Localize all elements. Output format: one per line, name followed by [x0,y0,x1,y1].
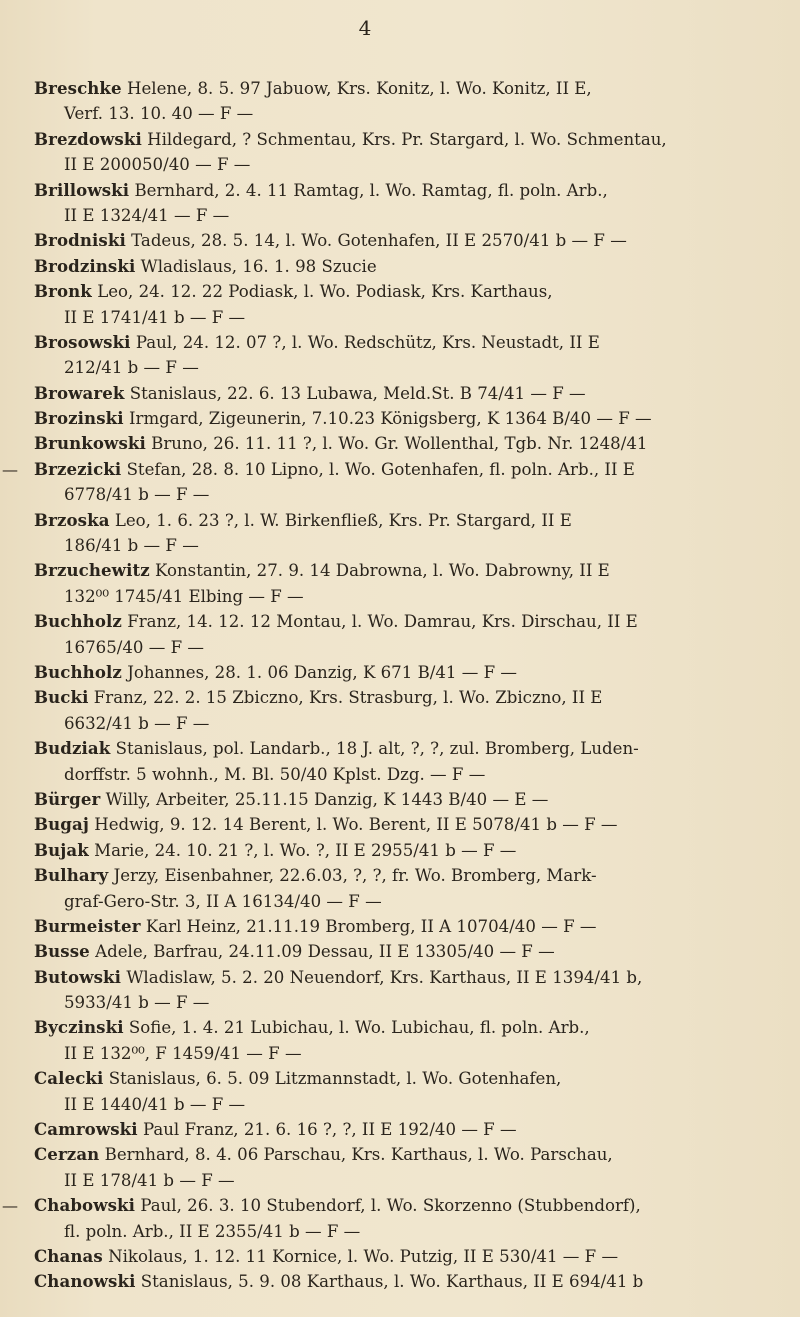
entry-text: Karl Heinz, 21.11.19 Bromberg, II A 10704/40 — F — [145,916,597,936]
entry-continuation-line [0,1041,790,1066]
entry-first-line [0,736,790,761]
entry-surname: Camrowski [34,1119,138,1140]
entry-text: Konstantin, 27. 9. 14 Dabrowna, l. Wo. Dabrowny, II E [155,561,610,581]
entry-surname: Bujak [34,839,89,860]
entry-first-line [0,812,790,837]
entry-surname: Busse [34,941,90,962]
entry-continuation-line [0,203,790,228]
entry-surname: Budziak [34,738,111,759]
entry-first-line [0,127,790,152]
entry-first-line [0,406,790,431]
entry-text: 5933/41 b — F — [64,993,210,1013]
entry-first-line [0,76,790,101]
entry-surname: Brodniski [34,230,126,251]
entry-first-line [0,1015,790,1040]
entry-text: II E 178/41 b — F — [64,1170,235,1190]
register-entry [0,787,800,812]
entry-text: Stefan, 28. 8. 10 Lipno, l. Wo. Gotenhafen, fl. poln. Arb., II E [126,459,635,479]
entry-continuation-line [0,355,790,380]
register-entry [0,76,800,127]
entry-text: 212/41 b — F — [64,358,199,378]
entry-surname: Cerzan [34,1144,100,1165]
entry-surname: Buchholz [34,611,122,632]
register-entry [0,914,800,939]
entry-text: 16765/40 — F — [64,637,205,657]
entry-first-line [0,178,790,203]
entry-first-line [0,1193,790,1218]
entry-continuation-line [0,889,790,914]
entry-surname: Bronk [34,281,92,302]
entry-continuation-line [0,482,790,507]
entry-text: fl. poln. Arb., II E 2355/41 b — F — [64,1221,361,1241]
entry-text: Irmgard, Zigeunerin, 7.10.23 Königsberg, K 1364 B/40 — F — [128,409,652,429]
entry-continuation-line [0,584,790,609]
register-entry [0,330,800,381]
register-entry [0,1142,800,1193]
register-entry [0,838,800,863]
page-number: 4 [358,16,372,40]
entry-text: Paul Franz, 21. 6. 16 ?, ?, II E 192/40 — F — [142,1120,517,1140]
entry-surname: Chanas [34,1245,103,1266]
register-entry [0,558,800,609]
entry-continuation-line [0,990,790,1015]
entry-surname: Calecki [34,1068,104,1089]
register-entry [0,457,800,508]
entry-first-line [0,1142,790,1167]
entry-first-line [0,939,790,964]
entry-text: Tadeus, 28. 5. 14, l. Wo. Gotenhafen, II E 2570/41 b — F — [131,231,627,251]
entry-surname: Brzuchewitz [34,560,150,581]
entry-text: II E 1324/41 — F — [64,205,230,225]
margin-dash-marker: — [2,1196,18,1216]
entry-text: Stanislaus, 22. 6. 13 Lubawa, Meld.St. B 74/41 — F — [129,383,586,403]
register-entry [0,939,800,964]
entry-first-line [0,838,790,863]
register-entry [0,660,800,685]
register-entry [0,1193,800,1244]
entry-surname: Brunkowski [34,433,146,454]
entry-text: Hildegard, ? Schmentau, Krs. Pr. Stargard, l. Wo. Schmentau, [147,129,667,149]
entry-text: Helene, 8. 5. 97 Jabuow, Krs. Konitz, l. Wo. Konitz, II E, [126,79,592,98]
entry-first-line [0,914,790,939]
entry-first-line [0,787,790,812]
entry-continuation-line [0,1092,790,1117]
entry-surname: Brillowski [34,179,130,200]
entry-surname: Chabowski [34,1195,136,1216]
entry-text: Bernhard, 8. 4. 06 Parschau, Krs. Karthaus, l. Wo. Parschau, [104,1145,613,1165]
entry-first-line [0,228,790,253]
entry-first-line [0,431,790,456]
entry-text: Wladislaw, 5. 2. 20 Neuendorf, Krs. Karthaus, II E 1394/41 b, [126,967,643,987]
register-entry [0,1244,800,1269]
entry-text: 132⁰⁰ 1745/41 Elbing — F — [64,586,304,606]
register-entry [0,863,800,914]
entry-text: 6778/41 b — F — [64,485,210,505]
entry-text: Willy, Arbeiter, 25.11.15 Danzig, K 1443 B/40 — E — [105,789,549,809]
register-entry [0,406,800,431]
entry-text: dorffstr. 5 wohnh., M. Bl. 50/40 Kplst. Dzg. — F — [64,764,486,784]
entry-text: Bruno, 26. 11. 11 ?, l. Wo. Gr. Wollenthal, Tgb. Nr. 1248/41 [151,434,648,454]
entry-continuation-line [0,762,790,787]
entry-surname: Brosowski [34,331,131,352]
entry-first-line [0,863,790,888]
entry-text: Sofie, 1. 4. 21 Lubichau, l. Wo. Lubichau, fl. poln. Arb., [128,1018,590,1038]
register-entry [0,279,800,330]
register-entry [0,812,800,837]
entry-first-line [0,1066,790,1091]
entry-first-line [0,965,790,990]
entry-text: Marie, 24. 10. 21 ?, l. Wo. ?, II E 2955/41 b — F — [94,840,517,860]
entry-text: Adele, Barfrau, 24.11.09 Dessau, II E 13305/40 — F — [95,942,555,962]
entry-text: II E 200050/40 — F — [64,155,251,175]
entry-text: Johannes, 28. 1. 06 Danzig, K 671 B/41 — F — [127,662,517,682]
entry-text: 186/41 b — F — [64,536,199,556]
entry-continuation-line [0,1219,790,1244]
entry-surname: Chanowski [34,1271,136,1292]
entry-surname: Bürger [34,788,101,809]
entry-text: Bernhard, 2. 4. 11 Ramtag, l. Wo. Ramtag, fl. poln. Arb., [134,180,608,200]
register-entry [0,1066,800,1117]
entry-surname: Breschke [34,78,122,98]
entry-text: 6632/41 b — F — [64,713,210,733]
entry-first-line [0,558,790,583]
entry-surname: Brodzinski [34,255,136,276]
register-entry [0,127,800,178]
register-entry [0,1015,800,1066]
entry-first-line [0,254,790,279]
margin-dash-marker: — [2,459,18,479]
register-entry [0,431,800,456]
entry-continuation-line [0,533,790,558]
entry-first-line [0,508,790,533]
entry-text: II E 1440/41 b — F — [64,1094,246,1114]
register-entry [0,381,800,406]
register-entry [0,965,800,1016]
entry-first-line [0,381,790,406]
entry-first-line [0,660,790,685]
entry-first-line [0,685,790,710]
entry-text: Stanislaus, pol. Landarb., 18 J. alt, ?, ?, zul. Bromberg, Luden- [115,739,639,759]
entry-surname: Browarek [34,382,125,403]
entry-text: Hedwig, 9. 12. 14 Berent, l. Wo. Berent, II E 5078/41 b — F — [94,815,618,835]
entry-list [0,76,800,1295]
register-entry [0,1269,800,1294]
entry-text: Leo, 24. 12. 22 Podiask, l. Wo. Podiask, Krs. Karthaus, [97,282,553,302]
entry-text: Paul, 24. 12. 07 ?, l. Wo. Redschütz, Krs. Neustadt, II E [135,332,600,352]
entry-first-line [0,279,790,304]
register-entry [0,1117,800,1142]
entry-first-line [0,457,790,482]
register-entry [0,228,800,253]
entry-text: Nikolaus, 1. 12. 11 Kornice, l. Wo. Putzig, II E 530/41 — F — [108,1246,619,1266]
entry-continuation-line [0,305,790,330]
entry-surname: Brozinski [34,408,124,429]
register-entry [0,609,800,660]
entry-continuation-line [0,101,790,126]
entry-continuation-line [0,152,790,177]
entry-surname: Butowski [34,966,122,987]
entry-text: II E 132⁰⁰, F 1459/41 — F — [64,1043,302,1063]
entry-text: Stanislaus, 6. 5. 09 Litzmannstadt, l. Wo. Gotenhafen, [108,1069,562,1089]
entry-text: Franz, 14. 12. 12 Montau, l. Wo. Damrau, Krs. Dirschau, II E [127,612,638,632]
entry-text: Stanislaus, 5. 9. 08 Karthaus, l. Wo. Karthaus, II E 694/41 b [140,1272,644,1292]
register-entry [0,178,800,229]
entry-surname: Brzezicki [34,458,122,479]
entry-text: Verf. 13. 10. 40 — F — [64,104,254,124]
register-entry [0,508,800,559]
entry-continuation-line [0,635,790,660]
entry-surname: Bugaj [34,814,89,835]
entry-text: Leo, 1. 6. 23 ?, l. W. Birkenfließ, Krs. Pr. Stargard, II E [114,510,572,530]
entry-text: graf-Gero-Str. 3, II A 16134/40 — F — [64,891,382,911]
entry-surname: Brzoska [34,509,110,530]
entry-surname: Burmeister [34,915,141,936]
entry-first-line [0,1244,790,1269]
entry-surname: Bucki [34,687,89,708]
register-entry [0,254,800,279]
entry-text: Paul, 26. 3. 10 Stubendorf, l. Wo. Skorzenno (Stubbendorf), [140,1196,641,1216]
entry-text: II E 1741/41 b — F — [64,307,246,327]
entry-surname: Brezdowski [34,128,142,149]
entry-first-line [0,609,790,634]
entry-surname: Bulhary [34,865,109,886]
entry-text: Jerzy, Eisenbahner, 22.6.03, ?, ?, fr. Wo. Bromberg, Mark- [113,866,597,886]
entry-continuation-line [0,711,790,736]
entry-text: Franz, 22. 2. 15 Zbiczno, Krs. Strasburg, l. Wo. Zbiczno, II E [93,688,603,708]
entry-surname: Byczinski [34,1017,124,1038]
entry-first-line [0,330,790,355]
entry-surname: Buchholz [34,661,122,682]
entry-first-line [0,1117,790,1142]
entry-text: Wladislaus, 16. 1. 98 Szucie [140,256,377,276]
register-entry [0,685,800,736]
entry-first-line [0,1269,790,1294]
register-entry [0,736,800,787]
entry-continuation-line [0,1168,790,1193]
